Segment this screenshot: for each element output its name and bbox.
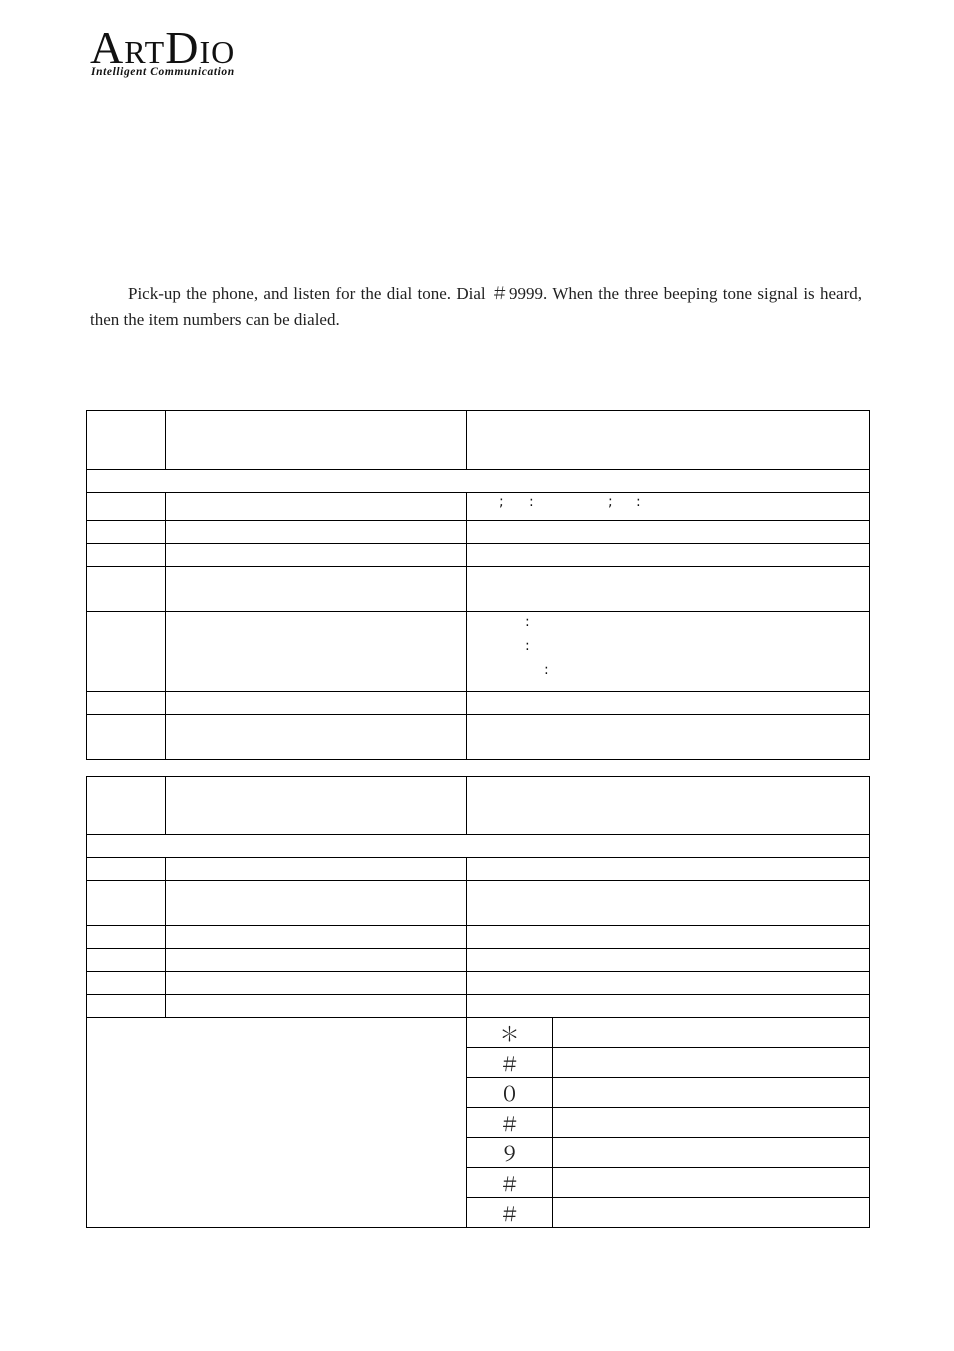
settings-table-2 [86,776,870,1228]
merged-label-cell [87,1018,467,1228]
header-cell-item [87,411,166,470]
table-row [87,995,870,1018]
table-row [87,881,870,926]
symbol-key: ０ [467,1078,553,1108]
artdio-logo [90,22,250,84]
table-row [87,692,870,715]
table-row [87,521,870,544]
symbol-key: ＃ [467,1198,553,1228]
table-row [87,715,870,760]
symbol-block-row [87,1018,870,1228]
symbol-key: ＃ [467,1108,553,1138]
table-row [87,493,870,521]
symbol-key: ９ [467,1138,553,1168]
table-row [87,972,870,995]
header-cell-item [87,777,166,835]
marks-cell: : : : [467,612,870,692]
marks-cell: ; : ; : [467,493,870,521]
table-row [87,544,870,567]
symbol-key: ＃ [467,1048,553,1078]
section-cell [87,470,870,493]
intro-paragraph [90,281,862,333]
settings-table-1 [86,410,870,760]
header-cell-description [467,777,870,835]
symbol-key-table [467,1018,869,1227]
table-row [87,926,870,949]
table-row [87,612,870,692]
section-cell [87,835,870,858]
header-cell-function [166,411,467,470]
header-cell-description [467,411,870,470]
section-row [87,470,870,493]
symbol-key: ＃ [467,1168,553,1198]
section-row [87,835,870,858]
table-row [87,567,870,612]
table-row [87,949,870,972]
table-header-row [87,777,870,835]
logo-wordmark: ARTDIO [90,22,236,73]
header-cell-function [166,777,467,835]
table-header-row [87,411,870,470]
symbol-key: ＊ [467,1018,553,1048]
symbol-key-cell [467,1018,870,1228]
intro-text: Pick-up the phone, and listen for the dial tone. Dial ＃9999. When the three beeping tone signal is heard, then the item numbers can be dialed. [90,284,862,329]
table-row [87,858,870,881]
logo-tagline: Intelligent Communication [91,66,235,78]
